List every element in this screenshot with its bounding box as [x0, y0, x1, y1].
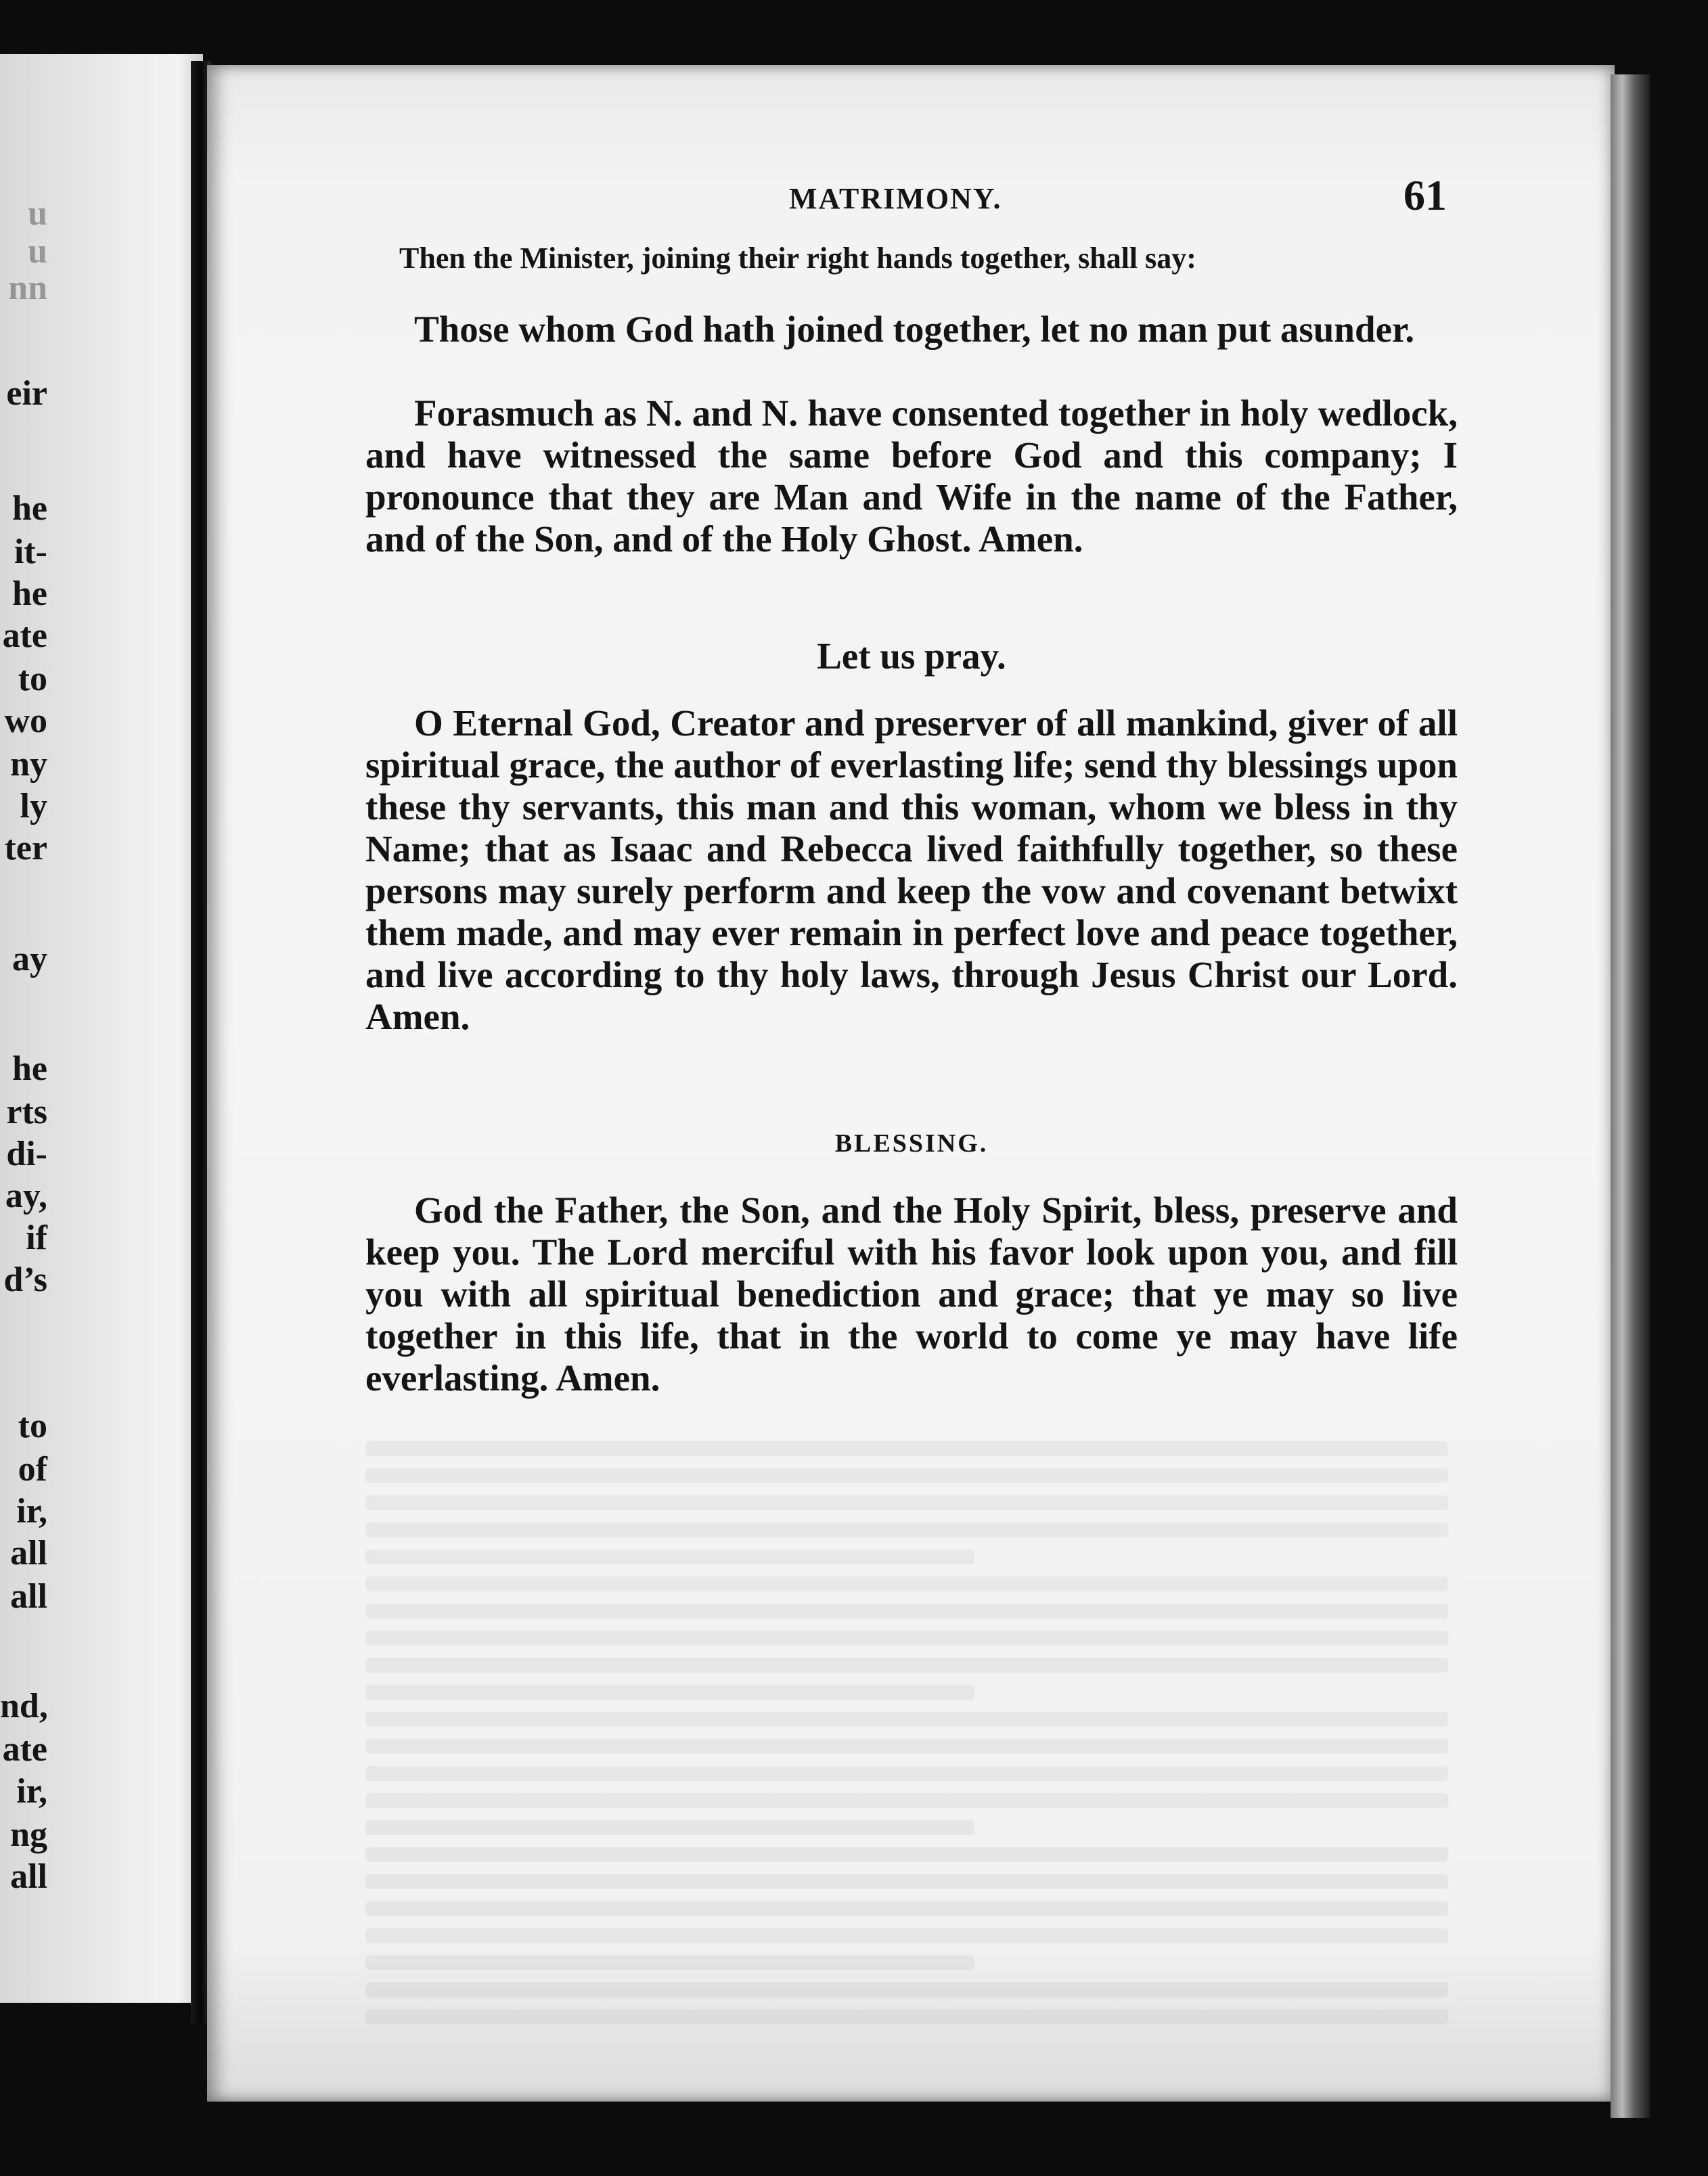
- prayer-heading: Let us pray.: [817, 635, 1006, 677]
- left-page-fragment: nd,: [0, 1687, 48, 1725]
- left-page-fragment: ter: [4, 829, 47, 867]
- left-page-fragment: ay,: [5, 1177, 47, 1215]
- show-through-line: [365, 1739, 1448, 1754]
- left-page-fragment: ng: [10, 1815, 47, 1854]
- paragraph-joined-together: Those whom God hath joined together, let no man put asunder.: [414, 309, 1415, 350]
- show-through-line: [365, 1847, 1448, 1862]
- paragraph-blessing: God the Father, the Son, and the Holy Spirit, bless, preserve and keep you. The Lord merciful with his favor look upon you, and fill you with all spiritual benediction and grace; that ye may so live together in this life, that in the world to come ye may have life everlasting. Amen.: [365, 1189, 1458, 1399]
- left-page-fragment: ly: [20, 787, 47, 825]
- show-through-line: [365, 1874, 1448, 1889]
- show-through-line: [365, 1577, 1448, 1591]
- show-through-line: [365, 1631, 1448, 1646]
- left-page-fragment: all: [10, 1857, 47, 1896]
- show-through-line: [365, 1712, 1448, 1727]
- left-page-fragment: if: [26, 1219, 47, 1257]
- left-page-fragment: all: [10, 1534, 47, 1572]
- show-through-line: [365, 1793, 1448, 1808]
- running-head: MATRIMONY.: [789, 182, 1002, 215]
- left-page-fragment: di-: [6, 1135, 47, 1173]
- left-page-fragment: he: [12, 1049, 47, 1088]
- left-page-fragment: it-: [14, 532, 47, 571]
- page-edge: [1611, 74, 1650, 2118]
- left-page-fragment: to: [18, 660, 47, 698]
- left-page-fragment: to: [18, 1407, 47, 1445]
- show-through-line: [365, 1928, 1448, 1943]
- left-page-fragment: all: [10, 1577, 47, 1616]
- left-page-fragment: ay: [12, 940, 47, 978]
- page-number: 61: [1403, 171, 1447, 219]
- blessing-heading: BLESSING.: [834, 1129, 989, 1158]
- left-page-fragment: d’s: [3, 1261, 47, 1299]
- left-page-fragment: ate: [2, 616, 47, 655]
- paragraph-prayer: O Eternal God, Creator and preserver of all mankind, giver of all spiritual grace, the author of everlasting life; send thy blessings upon these thy servants, this man and this woman, whom we bless in thy Name; that as Isaac and Rebecca lived faithfully together, so these persons may surely perform and keep the vow and covenant betwixt them made, and may ever remain in perfect love and peace together, and live according to thy holy laws, through Jesus Christ our Lord. Amen.: [365, 702, 1458, 1037]
- show-through-line: [365, 1468, 1448, 1483]
- show-through-line: [365, 1766, 1448, 1781]
- show-through-line: [365, 1685, 974, 1700]
- left-page-fragment: ir,: [16, 1492, 47, 1531]
- left-page-fragment: wo: [4, 702, 47, 740]
- left-page-fragment: eir: [6, 374, 47, 413]
- show-through-line: [365, 1955, 974, 1970]
- show-through-line: [365, 2010, 1448, 2024]
- show-through-line: [365, 1495, 1448, 1510]
- left-page-fragment: he: [12, 489, 47, 528]
- left-page-fragment: ir,: [16, 1772, 47, 1811]
- left-page-fragment: nn: [8, 269, 47, 307]
- show-through-line: [365, 1604, 1448, 1618]
- show-through-line: [365, 1820, 974, 1835]
- show-through-line: [365, 1658, 1448, 1673]
- show-through-line: [365, 1441, 1448, 1456]
- left-page-fragment: u: [28, 194, 47, 233]
- left-page-fragment: rts: [6, 1093, 47, 1131]
- left-page-fragment: u: [28, 232, 47, 271]
- show-through-line: [365, 1549, 974, 1564]
- show-through-line: [365, 1901, 1448, 1916]
- left-page-fragment: ate: [2, 1730, 47, 1769]
- show-through-line: [365, 1522, 1448, 1537]
- rubric-instruction: Then the Minister, joining their right hands together, shall say:: [399, 242, 1196, 275]
- left-page-fragment: he: [12, 574, 47, 613]
- left-page-fragment: of: [18, 1450, 47, 1489]
- left-adjacent-page: [0, 54, 203, 2003]
- show-through-line: [365, 1982, 1448, 1997]
- paragraph-pronouncement: Forasmuch as N. and N. have consented together in holy wedlock, and have witnessed the same before God and this company; I pronounce that they are Man and Wife in the name of the Father, and of the Son, and of the Holy Ghost. Amen.: [365, 392, 1458, 560]
- left-page-fragment: ny: [10, 745, 47, 784]
